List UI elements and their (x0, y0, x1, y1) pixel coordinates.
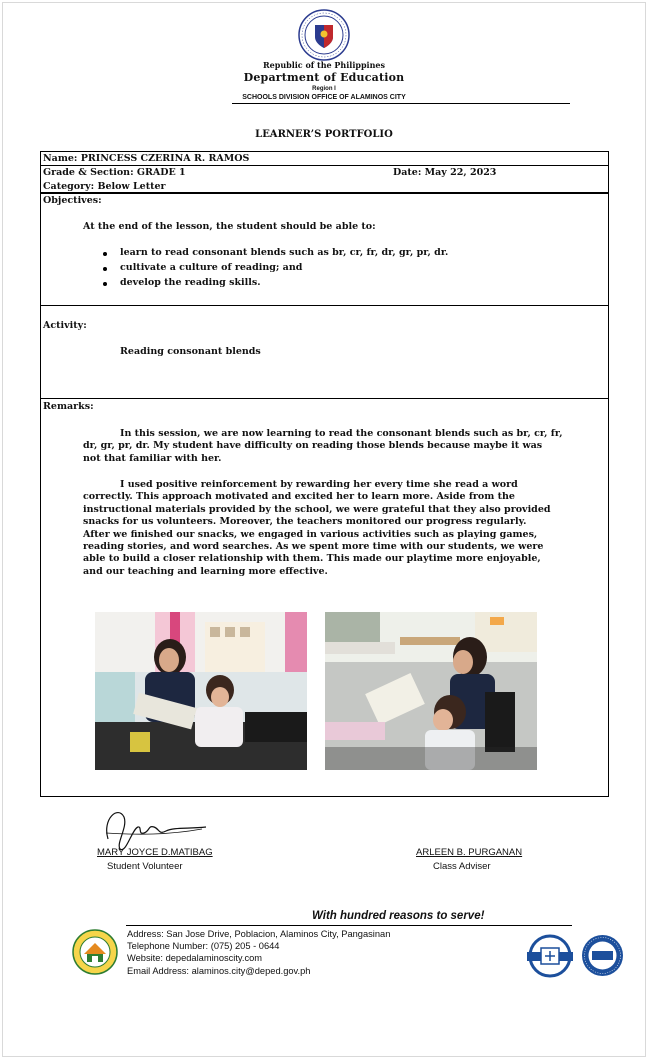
republic-heading: Republic of the Philippines (262, 60, 385, 70)
header-divider (232, 103, 570, 104)
division-logo (72, 929, 118, 975)
footer-telephone: Telephone Number: (075) 205 - 0644 (127, 941, 280, 951)
list-item: develop the reading skills. (103, 277, 448, 292)
certification-logo (525, 934, 575, 978)
activity-text: Reading consonant blends (120, 346, 261, 357)
department-heading: Department of Education (243, 71, 405, 84)
objectives-label: Objectives: (43, 195, 102, 206)
learner-name: Name: PRINCESS CZERINA R. RAMOS (43, 153, 250, 164)
region-heading: Region I (312, 86, 336, 92)
bullet-icon (103, 252, 107, 256)
portfolio-date: Date: May 22, 2023 (393, 167, 497, 178)
objectives-intro: At the end of the lesson, the student should be able to: (83, 221, 376, 232)
list-item: cultivate a culture of reading; and (103, 262, 448, 277)
session-photo-1 (95, 612, 307, 770)
document-title: LEARNER’S PORTFOLIO (255, 129, 393, 140)
deped-seal-logo (298, 9, 350, 61)
bullet-icon (103, 267, 107, 271)
adviser-name: ARLEEN B. PURGANAN (416, 847, 523, 858)
grade-section: Grade & Section: GRADE 1 (43, 167, 186, 178)
footer-divider (126, 925, 572, 926)
objectives-list (103, 247, 448, 292)
adviser-role: Class Adviser (433, 861, 491, 872)
iqnet-certification-icon (581, 934, 624, 977)
volunteer-role: Student Volunteer (107, 861, 183, 872)
session-photo-2 (325, 612, 537, 770)
info-row-divider (40, 165, 609, 166)
learner-category: Category: Below Letter (43, 181, 166, 192)
division-heading: SCHOOLS DIVISION OFFICE OF ALAMINOS CITY (242, 94, 406, 101)
footer-email[interactable]: Email Address: alaminos.city@deped.gov.ph (127, 966, 311, 976)
activity-label: Activity: (43, 320, 87, 331)
footer-motto: With hundred reasons to serve! (312, 910, 485, 922)
remarks-paragraph-2: I used positive reinforcement by rewarding her every time she read a word correctly. This approach motivated and excited her to learn more. Aside from the instructional materials provided by the school, we were grateful that they also provided snacks for us volunteers. Moreover, the teachers monitored our progress regularly. After we finished our snacks, we engaged in various activities such as playing games, reading stories, and word searches. As we spent more time with our students, we were able to build a closer relationship with them. This made our playtime more enjoyable, and our teaching and learning more effective. (83, 479, 551, 577)
remarks-label: Remarks: (43, 401, 94, 412)
list-item: learn to read consonant blends such as br, cr, fr, dr, gr, pr, dr. (103, 247, 448, 262)
footer-address: Address: San Jose Drive, Poblacion, Alaminos City, Pangasinan (127, 929, 391, 939)
footer-website[interactable]: Website: depedalaminoscity.com (127, 953, 263, 963)
volunteer-name: MARY JOYCE D.MATIBAG (97, 847, 213, 858)
bullet-icon (103, 282, 107, 286)
remarks-paragraph-1: In this session, we are now learning to read the consonant blends such as br, cr, fr, dr, gr, pr, dr. My student have difficulty on reading those blends because maybe it was not that familiar with her. (83, 428, 563, 464)
